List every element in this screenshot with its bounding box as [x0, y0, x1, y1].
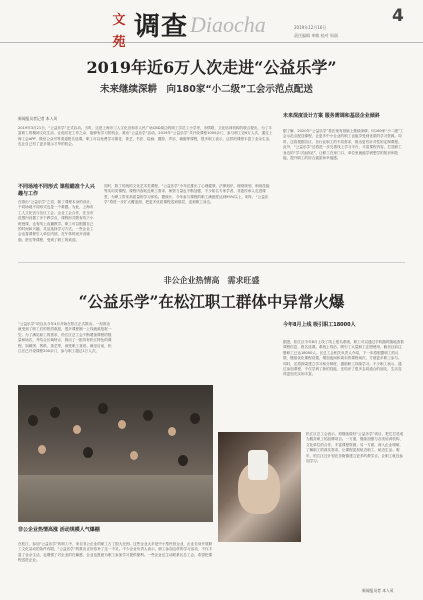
- article1-middle-body: 同时，除了传统的文化艺术类课程，“公益乐学”今年还推出了心理健康、法律知识、理财规划、职场技能等实用类课程。课程内容贴近职工需求，师资力量也不断加强，不少知名专家学者、非遗传承人走进课堂，为职工带来高质量的学习体验。据统计，今年参与课程的职工满意度达到95%以上。明年，“公益乐学”将进一步扩大覆盖面，把更多优质课程送到基层、送到职工身边。: [104, 184, 270, 205]
- article2-left-body: “公益乐学”项目从今年4月开始在松江正式推出。一经推出就受到了职工们的热烈欢迎，很多课程刚一上线就被抢报一空。为了满足职工的需求，松江区总工会不断增加课程的数量和场次，并结合区域特点，推出了一批具有松江特色的课程，如顾绣、剪纸、茶艺等，深受职工喜爱。截至目前，松江区已开设课程200余门，参与职工超过1万人次。: [18, 322, 112, 354]
- section-title: 调查: [134, 12, 189, 42]
- article1-left-body: 在推出“公益乐学”之初，除了课程本身的设计，不同场地不同形式也是一个难题。为此，上海市工人文化宫与各区工会、企业工会合作，在全市范围内设置了多个教学点，课程形式既有线下小班授课，也有线上直播教学。职工可以根据自己的时间和兴趣，灵活选择学习方式。一些企业工会也将课程引入单位内部，在午休时间开设瑜伽、舒压等课程，受到了职工的欢迎。: [18, 200, 94, 242]
- article2-left-heading: 非公企业热情高涨 活动规模人气爆棚: [18, 527, 100, 533]
- page-number: 4: [392, 6, 404, 26]
- masthead: [0, 0, 423, 50]
- article2-left-body2: 在松江，参加“公益乐学”的职工中，来自非公企业的职工占了很大比例。这些企业大多是中小型民营企业，企业自身开展职工文化活动的条件有限，“公益乐学”的推出正好弥补了这一不足。不少企业负责人表示，职工参加这样的学习活动，不仅丰富了业余生活，也增强了对企业的归属感，企业也愿意为职工参加学习提供便利。一些企业还主动联系区总工会，希望把课程送进企业。: [18, 542, 213, 563]
- article2-headline: “公益乐学”在松江职工群体中异常火爆: [78, 292, 345, 311]
- hands-holding-cup-photo: [218, 432, 301, 542]
- section-pinyin: Diaocha: [190, 12, 266, 37]
- article1-right-heading: 未来深度设计方案 服务需调和基层企业倾斜: [283, 113, 380, 119]
- article1-headline: 2019年近6万人次走进“公益乐学”: [86, 58, 337, 77]
- article1-right-body: 据了解，2020年“公益乐学”将在现有基础上继续深耕，向180家“小二级”工会示范点配送课程，让更多中小企业的职工也能享受到优质的学习资源。同时，还将根据各区、各行业职工的不同需求，推出更有针对性的定制课程。此外，“公益乐学”还将进一步完善线上学习平台，丰富课程内容，打造职工身边的“学习加油站”，让职工在家门口、单位里就能学到想学的知识和技能，提升职工的综合素质和幸福感。: [283, 129, 404, 161]
- section-divider: [18, 262, 405, 263]
- article2-kicker: 非公企业热情高 需求旺盛: [163, 276, 260, 285]
- article2-right-body2: 松江区总工会表示，将继续做好“公益乐学”项目，把它打造成为服务职工的品牌项目。一方面，继续加强与各类培训机构、文化单位的合作，丰富课程资源；另一方面，深入企业调研，了解职工的真实需求，让课程更加贴近职工、贴近生活。明年，松江区还计划在各街镇建立更多的教学点，让职工就近参加学习。: [306, 432, 404, 464]
- article1-byline: 新闻报员者记者 本人风: [18, 116, 58, 121]
- article1-lead: 2019年3月21日，“公益乐学”正式启动。当时，这是上海市工人文化宫和市人民广场CBD周边的职工学员工小学华，市情联、文化培训机构的联合提出，为了丰富职工的精神文化生活，让他们在工作之余，能够有学习的机会，推出“公益乐学”活动。2019年“公益乐学”共开设课程1000余门，参与职工近6万人次，通过上海工会APP、微信公众号等渠道报名选课。职工可以免费学习插花、茶艺、书法、绘画、摄影、声乐、瑜伽等课程，很多职工表示，这样的课程丰富了业余生活，也让自己有了更多展示才华的机会。: [18, 126, 273, 147]
- article2-right-heading: 今年8月上线 吸引职工18000人: [283, 322, 356, 328]
- workshop-crowd-photo: [18, 385, 213, 522]
- article1-left-heading: 不同场地不同形式 课程瞄准个人兴趣与工作: [18, 184, 95, 197]
- issue-date: 2019年12月16日: [294, 25, 327, 30]
- editor-credits: 责任编辑 单敏 校对 周丽: [294, 33, 338, 38]
- article2-byline: 新闻报员者 本人风: [362, 588, 394, 593]
- masthead-logo: 文苑: [112, 13, 126, 50]
- article1-subhead: 未来继续深耕 向180家“小二级”工会示范点配送: [100, 84, 313, 95]
- article2-right-body: 据悉，松江区今年8月上线了线上报名系统，职工可以通过手机随时随地查看课程信息、报名选课。系统上线后，吸引了大量职工注册使用，截至目前注册职工已达18000人。区总工会相关负责人介绍，下一步将根据职工的反馈，继续优化课程设置，增加夜间和周末的课程场次，方便更多职工参与。同时，还将探索建立学习积分制度，激励职工持续学习。不少职工表示，通过参加课程，不仅学到了新的技能，还结识了很多志同道合的朋友，生活变得更加充实和丰富。: [283, 340, 404, 377]
